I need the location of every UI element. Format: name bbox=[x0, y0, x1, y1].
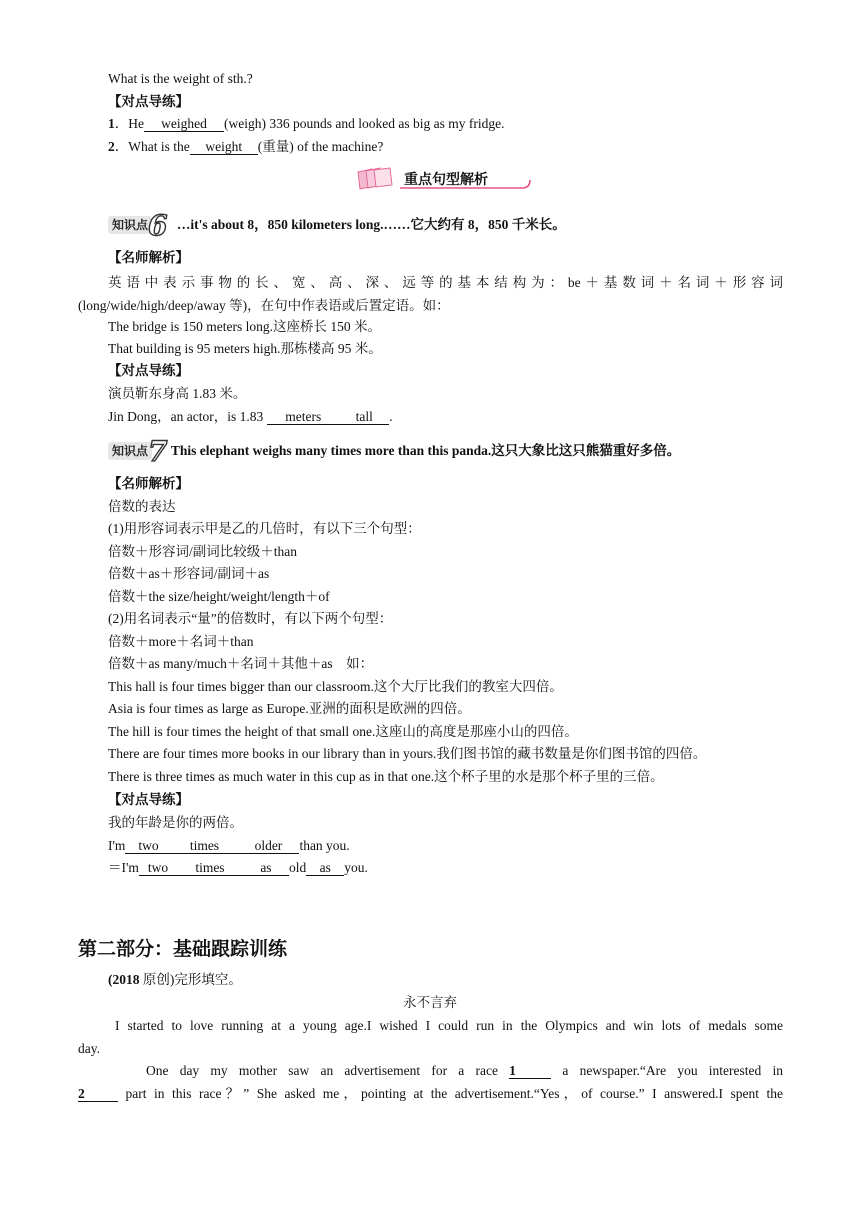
example-line: The bridge is 150 meters long.这座桥长 150 米。 bbox=[108, 319, 381, 334]
analysis-label: 【名师解析】 bbox=[108, 476, 189, 491]
paragraph-line bbox=[78, 1083, 783, 1106]
question-text: He bbox=[128, 116, 144, 131]
text-line: (1)用形容词表示甲是乙的几倍时，有以下三个句型： bbox=[108, 521, 421, 536]
text-line: 倍数＋more＋名词＋than bbox=[108, 634, 254, 649]
kp6-heading bbox=[108, 210, 566, 241]
text-line: This hall is four times bigger than our classroom.这个大厅比我们的教室大四倍。 bbox=[108, 679, 563, 694]
paragraph-line: 英语中表示事物的长、宽、高、深、远等的基本结构为：be＋基数词＋名词＋形容词 bbox=[108, 275, 783, 290]
paragraph-line: I started to love running at a young age.I wished I could run in the Olympics and win lots of medals some bbox=[115, 1018, 783, 1033]
question-1 bbox=[108, 115, 504, 133]
text-line: The hill is four times the height of that small one.这座山的高度是那座小山的四倍。 bbox=[108, 724, 578, 739]
question-cn: 演员靳东身高 1.83 米。 bbox=[108, 386, 247, 401]
answer-blank: as bbox=[306, 860, 344, 876]
cloze-blank: 2 bbox=[78, 1086, 118, 1102]
knowledge-point-badge bbox=[108, 436, 168, 467]
answer-blank: weighed bbox=[144, 116, 224, 132]
kp7-answer-2 bbox=[108, 859, 368, 877]
story-title: 永不言弃 bbox=[403, 995, 457, 1010]
practice-label: 【对点导练】 bbox=[108, 792, 189, 807]
answer-blank: two bbox=[139, 860, 177, 876]
cloze-blank: 1 bbox=[509, 1063, 551, 1079]
banner-title: 重点句型解析 bbox=[404, 172, 488, 188]
text-line: 倍数＋形容词/副词比较级＋than bbox=[108, 544, 297, 559]
text-line: (2)用名词表示“量”的倍数时，有以下两个句型： bbox=[108, 611, 393, 626]
text-line: What is the weight of sth.? bbox=[108, 71, 253, 86]
text-line: There are four times more books in our library than in yours.我们图书馆的藏书数量是你们图书馆的四倍。 bbox=[108, 746, 707, 761]
question-sep: ． bbox=[114, 139, 129, 154]
question-sep: ． bbox=[114, 116, 129, 131]
paragraph-line: day. bbox=[78, 1040, 100, 1056]
text-line: Asia is four times as large as Europe.亚洲的面积是欧洲的四倍。 bbox=[108, 701, 471, 716]
badge-label: 知识点 bbox=[108, 442, 152, 460]
knowledge-point-badge bbox=[108, 210, 168, 241]
analysis-label: 【名师解析】 bbox=[108, 250, 189, 265]
example-line: That building is 95 meters high.那栋楼高 95 米。 bbox=[108, 341, 382, 356]
story-text: part in this race？” She asked me，pointing at the advertisement.“Yes，of course.” I answered.I spent the bbox=[125, 1085, 783, 1101]
paragraph-line bbox=[78, 1060, 783, 1083]
kp7-sentence: This elephant weighs many times more than this panda.这只大象比这只熊猫重好多倍。 bbox=[170, 443, 681, 458]
kp6-question bbox=[108, 408, 393, 426]
story-text: One day my mother saw an advertisement for a race bbox=[146, 1063, 498, 1078]
question-text: What is the bbox=[128, 139, 190, 154]
answer-blank: weight bbox=[190, 139, 258, 155]
answer-blank: tall bbox=[339, 409, 389, 425]
answer-text: old bbox=[288, 860, 307, 875]
answer-text: you. bbox=[344, 860, 368, 875]
answer-blank: older bbox=[237, 838, 299, 854]
story-paragraph-1 bbox=[78, 1015, 783, 1060]
text-line: 倍数＋the size/height/weight/length＋of bbox=[108, 589, 330, 604]
answer-text: than you. bbox=[299, 838, 350, 853]
question-number: 2 bbox=[108, 139, 115, 154]
question-text: (重量) of the machine? bbox=[257, 139, 384, 154]
text-line: There is three times as much water in this cup as in that one.这个杯子里的水是那个杯子里的三倍。 bbox=[108, 769, 664, 784]
practice-label: 【对点导练】 bbox=[108, 363, 189, 378]
kp6-sentence: …it's about 8，850 kilometers long.……它大约有 8，850 千米长。 bbox=[176, 217, 566, 232]
practice-label: 【对点导练】 bbox=[108, 94, 189, 109]
story-paragraph-2 bbox=[78, 1060, 783, 1105]
question-2 bbox=[108, 138, 383, 156]
intro-text: 原创)完形填空。 bbox=[139, 972, 242, 987]
question-end: . bbox=[389, 409, 393, 424]
answer-blank: times bbox=[171, 838, 237, 854]
kp7-answer-1 bbox=[108, 837, 350, 855]
answer-text: I'm bbox=[108, 838, 126, 853]
section-banner bbox=[356, 166, 532, 192]
kp6-paragraph bbox=[78, 272, 783, 317]
story-text: a newspaper.“Are you interested in bbox=[562, 1063, 783, 1078]
badge-label: 知识点 bbox=[108, 216, 152, 234]
section-title: 第二部分：基础跟踪训练 bbox=[78, 938, 288, 960]
question-cn: 我的年龄是你的两倍。 bbox=[108, 815, 243, 830]
intro-year: (2018 bbox=[108, 972, 140, 987]
kp7-heading bbox=[108, 436, 680, 467]
text-line: 倍数＋as many/much＋名词＋其他＋as 如： bbox=[108, 656, 374, 671]
text-line: 倍数＋as＋形容词/副词＋as bbox=[108, 566, 270, 581]
exercise-intro bbox=[108, 971, 242, 989]
paragraph-line: (long/wide/high/deep/away 等)，在句中作表语或后置定语。如： bbox=[78, 297, 450, 313]
text-line: 倍数的表达 bbox=[108, 499, 176, 514]
badge-number: 6 bbox=[148, 209, 168, 243]
answer-text: ＝I'm bbox=[108, 860, 139, 875]
answer-blank: meters bbox=[267, 409, 339, 425]
question-number: 1 bbox=[108, 116, 115, 131]
answer-blank: times bbox=[177, 860, 243, 876]
answer-blank: as bbox=[243, 860, 289, 876]
question-text: (weigh) 336 pounds and looked as big as my fridge. bbox=[224, 116, 505, 131]
question-text: Jin Dong，an actor，is 1.83 bbox=[108, 409, 264, 424]
answer-blank: two bbox=[125, 838, 171, 854]
badge-number: 7 bbox=[148, 435, 168, 469]
